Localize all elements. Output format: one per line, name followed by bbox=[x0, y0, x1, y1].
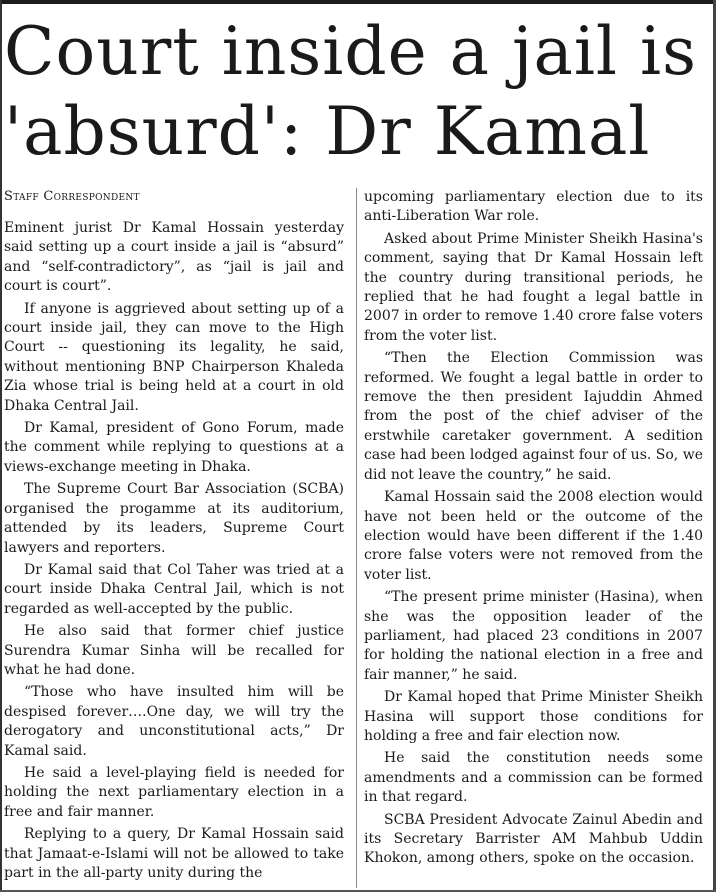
headline-line-2: 'absurd': Dr Kamal bbox=[4, 93, 651, 170]
paragraph: Dr Kamal said that Col Taher was tried at a court inside Dhaka Central Jail, which is not regarded as well-accepted by the public. bbox=[4, 561, 344, 617]
paragraph: Dr Kamal hoped that Prime Minister Sheikh Hasina will support those conditions for holding a free and fair election now. bbox=[364, 689, 703, 744]
paragraph: “The present prime minister (Hasina), when she was the opposition leader of the parliament, had placed 23 conditions in 2007 for holding the national election in a free and fair manner,” he said. bbox=[364, 589, 703, 683]
paragraph: He said a level-playing field is needed for holding the next parliamentary election in a free and fair manner. bbox=[4, 764, 344, 820]
paragraph: SCBA President Advocate Zainul Abedin and its Secretary Barrister AM Mahbub Uddin Khokon, among others, spoke on the occasion. bbox=[364, 811, 703, 867]
paragraph: He also said that former chief justice Surendra Kumar Sinha will be recalled for what he had done. bbox=[4, 623, 344, 678]
headline-line-1: Court inside a jail is bbox=[4, 13, 697, 90]
article-headline bbox=[4, 12, 710, 172]
paragraph: upcoming parliamentary election due to its anti-Liberation War role. bbox=[364, 189, 703, 225]
byline: Staff Correspondent bbox=[4, 189, 140, 204]
clipping-left-edge bbox=[0, 0, 2, 892]
paragraph: Replying to a query, Dr Kamal Hossain said that Jamaat-e-Islami will not be allowed to take part in the all-party unity during the bbox=[4, 826, 344, 881]
article-column-right bbox=[364, 188, 703, 872]
paragraph: “Then the Election Commission was reformed. We fought a legal battle in order to remove the then president Iajuddin Ahmed from the post of the chief adviser of the erstwhile caretaker government. A sedition case had been lodged against four of us. So, we did not leave the country,” he said. bbox=[364, 350, 703, 483]
article-column-left bbox=[4, 219, 344, 886]
paragraph: The Supreme Court Bar Association (SCBA) organised the progamme at its auditorium, attended by its leaders, Supreme Court lawyers and reporters. bbox=[4, 481, 344, 556]
paragraph: He said the constitution needs some amendments and a commission can be formed in that regard. bbox=[364, 750, 703, 806]
paragraph: “Those who have insulted him will be despised forever….One day, we will try the derogatory and unconstitutional acts,” Dr Kamal said. bbox=[4, 684, 344, 759]
column-divider bbox=[356, 188, 357, 888]
paragraph: Kamal Hossain said the 2008 election would have not been held or the outcome of the election would have been different if the 1.40 crore false voters were not removed from the voter list. bbox=[364, 489, 703, 583]
paragraph: Eminent jurist Dr Kamal Hossain yesterday said setting up a court inside a jail is “absurd” and “self-contradictory”, as “jail is jail and court is court”. bbox=[4, 220, 344, 295]
paragraph: Asked about Prime Minister Sheikh Hasina's comment, saying that Dr Kamal Hossain left the country during transitional periods, he replied that he had fought a legal battle in 2007 in order to remove 1.40 crore false voters from the voter list. bbox=[364, 230, 703, 344]
paragraph: If anyone is aggrieved about setting up of a court inside jail, they can move to the High Court -- questioning its legality, he said, without mentioning BNP Chairperson Khaleda Zia whose trial is being held at a court in old Dhaka Central Jail. bbox=[4, 300, 344, 414]
clipping-top-edge bbox=[0, 0, 716, 4]
paragraph: Dr Kamal, president of Gono Forum, made the comment while replying to questions at a views-exchange meeting in Dhaka. bbox=[4, 420, 344, 475]
